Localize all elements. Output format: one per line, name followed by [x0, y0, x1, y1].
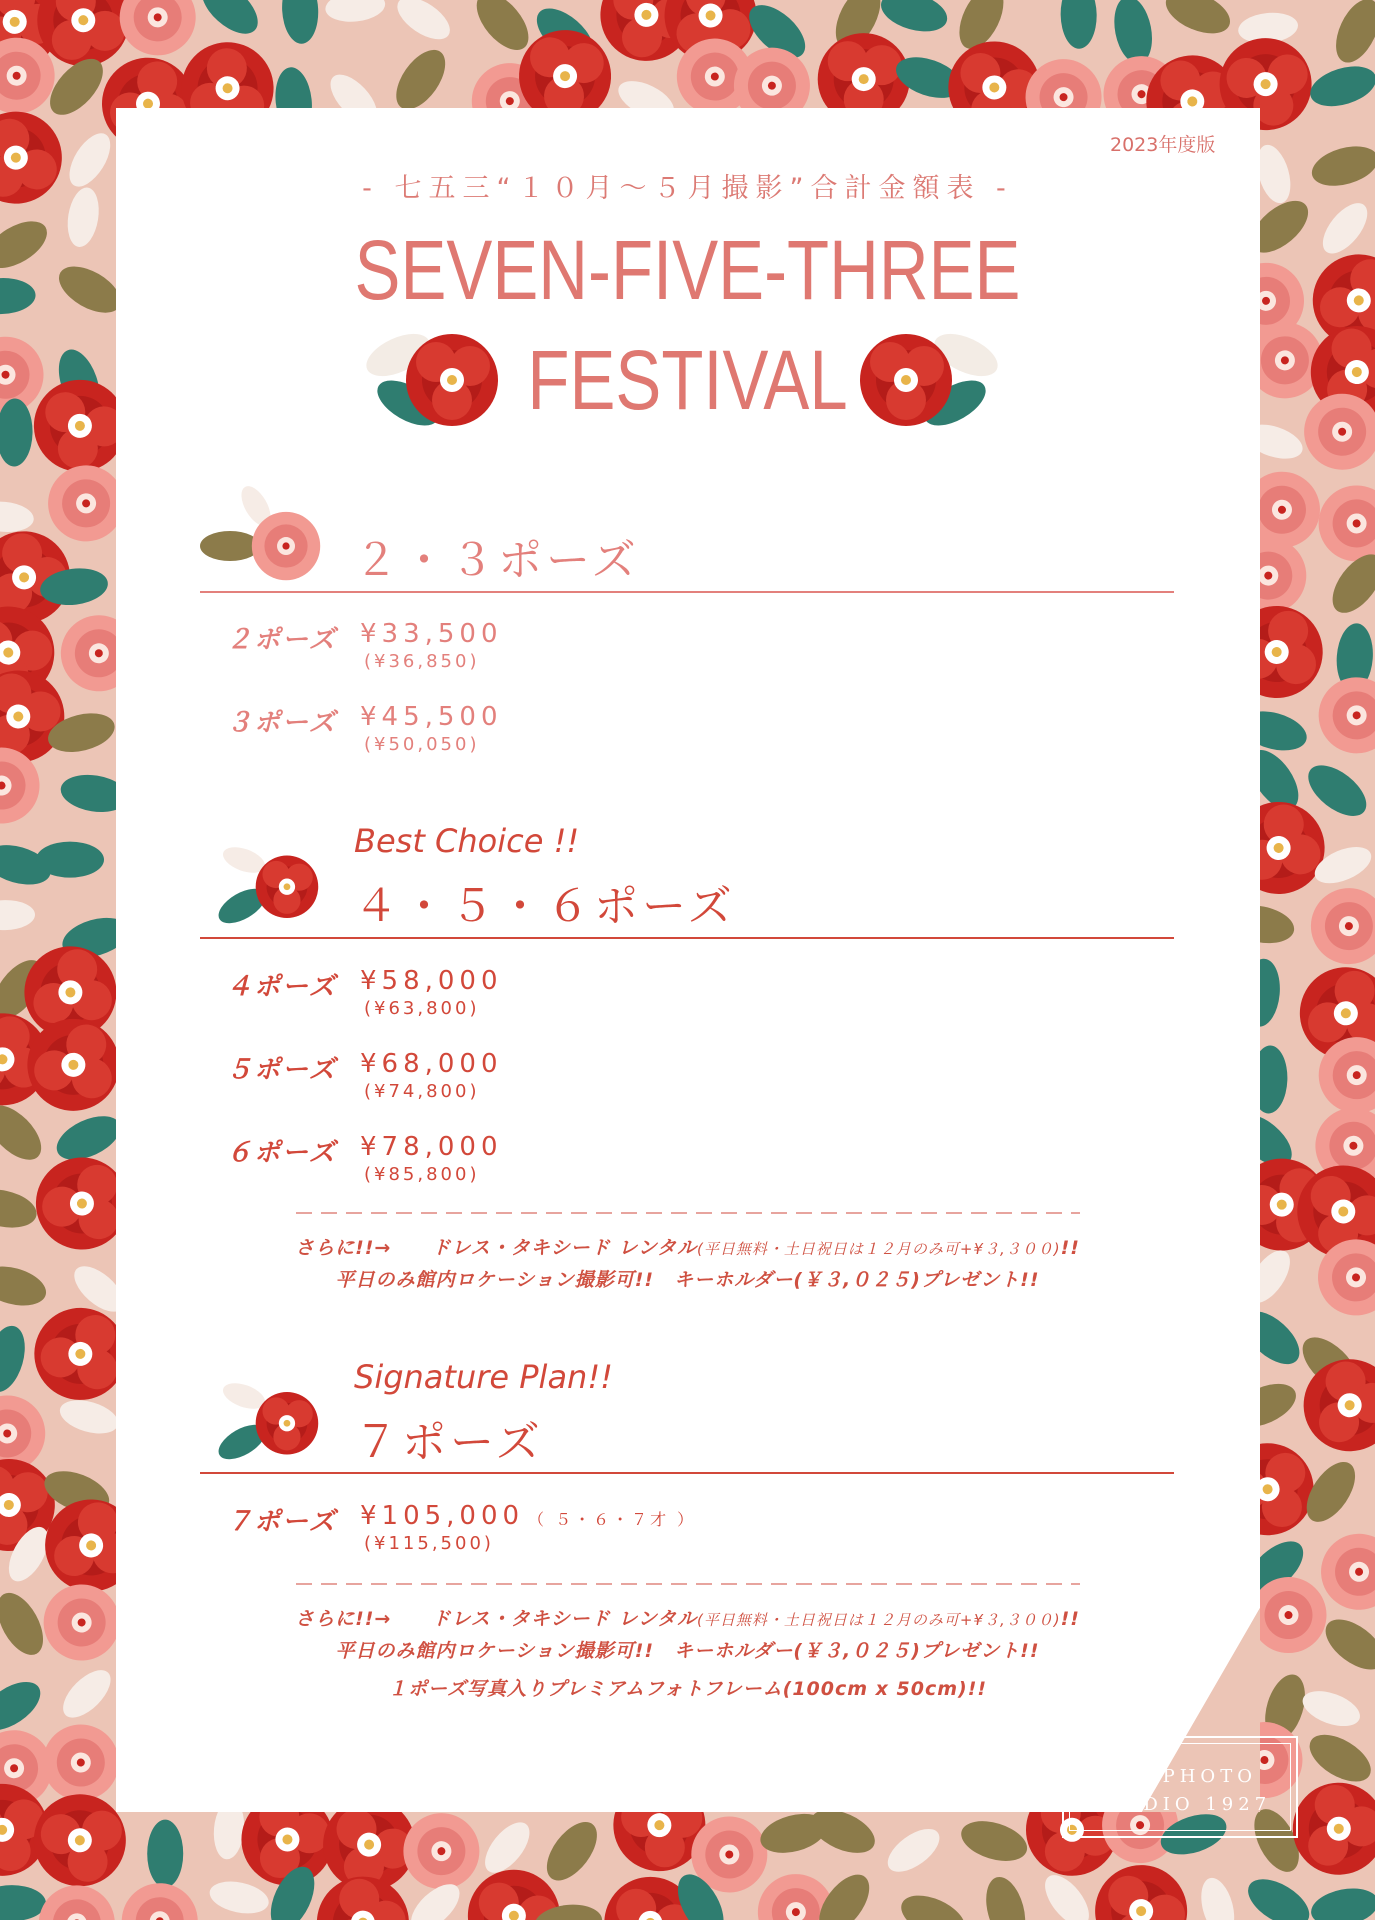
item-tax-price: (¥115,500)	[364, 1533, 494, 1554]
item-tax-price: (¥63,800)	[364, 998, 480, 1019]
item-label: ７ポーズ	[226, 1507, 337, 1537]
section2-heading: ４・５・６ポーズ	[354, 881, 736, 932]
studio-name-line1: ITO PHOTO	[1103, 1766, 1257, 1787]
item-tax-price: (¥85,800)	[364, 1164, 480, 1185]
item-label: ２ポーズ	[226, 625, 337, 655]
item-label: ３ポーズ	[226, 708, 337, 738]
page-subtitle: - 七五三“１０月～５月撮影”合計金額表 -	[362, 173, 1013, 204]
page-title-line2: FESTIVAL	[527, 333, 848, 427]
item-price: ¥33,500	[360, 619, 503, 649]
section3-bonus-line3: １ポーズ写真入りプレミアムフォトフレーム(100cm x 50cm)!!	[387, 1678, 988, 1700]
item-tax-price: (¥36,850)	[364, 651, 480, 672]
item-tax-price: (¥74,800)	[364, 1081, 480, 1102]
section3-bonus-line1: さらに!!→ ドレス・タキシード レンタル(平日無料・土日祝日は１２月のみ可+¥３,３００)!!	[295, 1608, 1080, 1630]
item-price: ¥45,500	[360, 702, 503, 732]
item-label: ５ポーズ	[226, 1055, 337, 1085]
section1-heading: ２・３ポーズ	[354, 535, 640, 586]
section3-heading: ７ポーズ	[354, 1417, 544, 1468]
section3-tagline: Signature Plan!!	[354, 1358, 613, 1396]
page-title-line1: SEVEN-FIVE-THREE	[354, 223, 1021, 317]
item-price: ¥105,000	[360, 1501, 525, 1531]
studio-logo	[1062, 1736, 1298, 1838]
item-price: ¥78,000	[360, 1132, 503, 1162]
section2-bonus-line1: さらに!!→ ドレス・タキシード レンタル(平日無料・土日祝日は１２月のみ可+¥３,３００)!!	[295, 1237, 1080, 1259]
item-label: ４ポーズ	[226, 972, 337, 1002]
item-label: ６ポーズ	[226, 1138, 337, 1168]
edition-label: 2023年度版	[1110, 134, 1216, 156]
item-tax-price: (¥50,050)	[364, 734, 480, 755]
item-price: ¥68,000	[360, 1049, 503, 1079]
item-price: ¥58,000	[360, 966, 503, 996]
item-age-note: （ ５・６・７才 ）	[528, 1510, 697, 1529]
section3-bonus-line2: 平日のみ館内ロケーション撮影可!! キーホルダー(￥３,０２５)プレゼント!!	[335, 1640, 1040, 1662]
studio-name-line2: STUDIO 1927	[1088, 1794, 1272, 1815]
section2-tagline: Best Choice !!	[354, 822, 580, 860]
section2-bonus-line2: 平日のみ館内ロケーション撮影可!! キーホルダー(￥３,０２５)プレゼント!!	[335, 1269, 1040, 1291]
